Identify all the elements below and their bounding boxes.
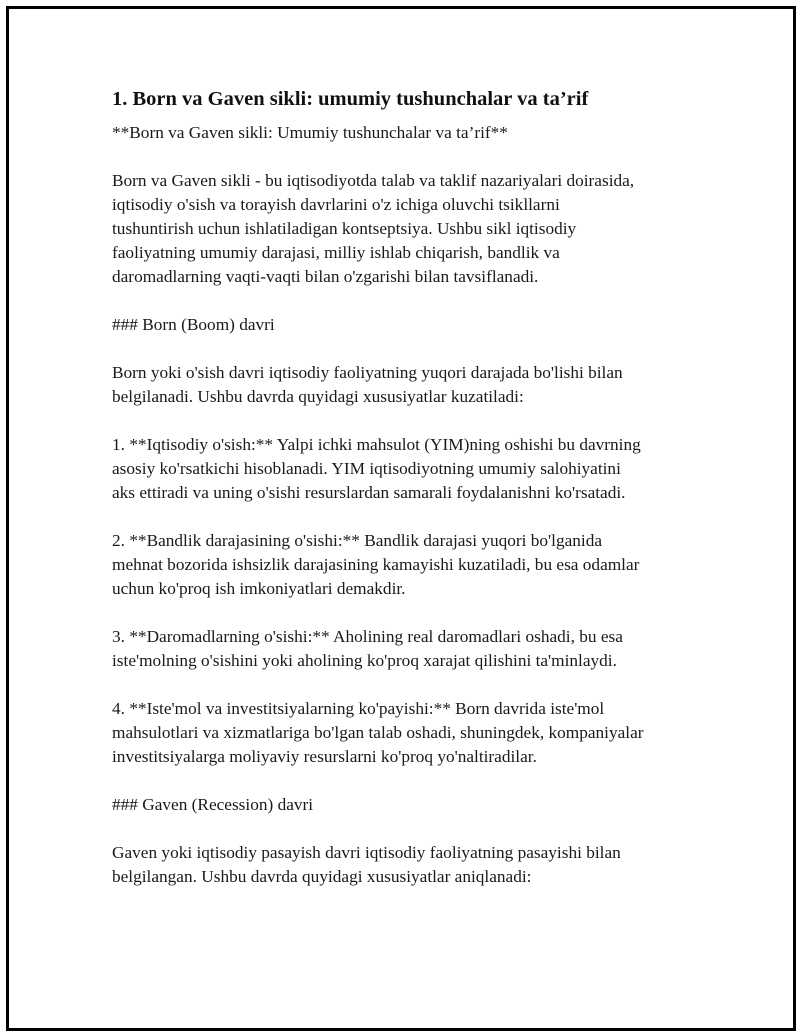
- intro-line: daromadlarning vaqti-vaqti bilan o'zgarishi bilan tavsiflanadi.: [112, 267, 539, 286]
- list-item-line: investitsiyalarga moliyaviy resurslarni ko'proq yo'naltiradilar.: [112, 747, 537, 766]
- list-item-line: asosiy ko'rsatkichi hisoblanadi. YIM iqtisodiyotning umumiy salohiyatini: [112, 459, 621, 478]
- list-item-1: [112, 433, 692, 505]
- list-item-line: aks ettiradi va uning o'sishi resurslardan samarali foydalanishni ko'rsatadi.: [112, 483, 626, 502]
- born-intro-line: belgilanadi. Ushbu davrda quyidagi xususiyatlar kuzatiladi:: [112, 387, 524, 406]
- intro-line: Born va Gaven sikli - bu iqtisodiyotda talab va taklif nazariyalari doirasida,: [112, 171, 635, 190]
- section-heading-gaven: ### Gaven (Recession) davri: [112, 795, 314, 814]
- born-intro-line: Born yoki o'sish davri iqtisodiy faoliyatning yuqori darajada bo'lishi bilan: [112, 363, 623, 382]
- document-subtitle: **Born va Gaven sikli: Umumiy tushunchalar va ta’rif**: [112, 123, 508, 142]
- list-item-line: uchun ko'proq ish imkoniyatlari demakdir.: [112, 579, 406, 598]
- list-item-line: 2. **Bandlik darajasining o'sishi:** Bandlik darajasi yuqori bo'lganida: [112, 531, 603, 550]
- gaven-intro-paragraph: [112, 841, 692, 889]
- born-intro-paragraph: [112, 361, 692, 409]
- gaven-intro-line: belgilangan. Ushbu davrda quyidagi xususiyatlar aniqlanadi:: [112, 867, 532, 886]
- list-item-line: 4. **Iste'mol va investitsiyalarning ko'payishi:** Born davrida iste'mol: [112, 699, 605, 718]
- list-item-line: iste'molning o'sishini yoki aholining ko'proq xarajat qilishini ta'minlaydi.: [112, 651, 617, 670]
- gaven-intro-line: Gaven yoki iqtisodiy pasayish davri iqtisodiy faoliyatning pasayishi bilan: [112, 843, 621, 862]
- list-item-line: 1. **Iqtisodiy o'sish:** Yalpi ichki mahsulot (YIM)ning oshishi bu davrning: [112, 435, 641, 454]
- list-item-line: mehnat bozorida ishsizlik darajasining kamayishi kuzatiladi, bu esa odamlar: [112, 555, 640, 574]
- intro-line: tushuntirish uchun ishlatiladigan kontseptsiya. Ushbu sikl iqtisodiy: [112, 219, 577, 238]
- list-item-4: [112, 697, 692, 769]
- list-item-3: [112, 625, 692, 673]
- document-heading: 1. Born va Gaven sikli: umumiy tushunchalar va ta’rif: [112, 88, 589, 110]
- intro-paragraph: [112, 169, 692, 289]
- document-body: [112, 85, 692, 889]
- intro-line: faoliyatning umumiy darajasi, milliy ishlab chiqarish, bandlik va: [112, 243, 560, 262]
- list-item-line: mahsulotlari va xizmatlariga bo'lgan talab oshadi, shuningdek, kompaniyalar: [112, 723, 644, 742]
- list-item-line: 3. **Daromadlarning o'sishi:** Aholining real daromadlari oshadi, bu esa: [112, 627, 623, 646]
- section-heading-born: ### Born (Boom) davri: [112, 315, 275, 334]
- intro-line: iqtisodiy o'sish va torayish davrlarini o'z ichiga oluvchi tsikllarni: [112, 195, 560, 214]
- list-item-2: [112, 529, 692, 601]
